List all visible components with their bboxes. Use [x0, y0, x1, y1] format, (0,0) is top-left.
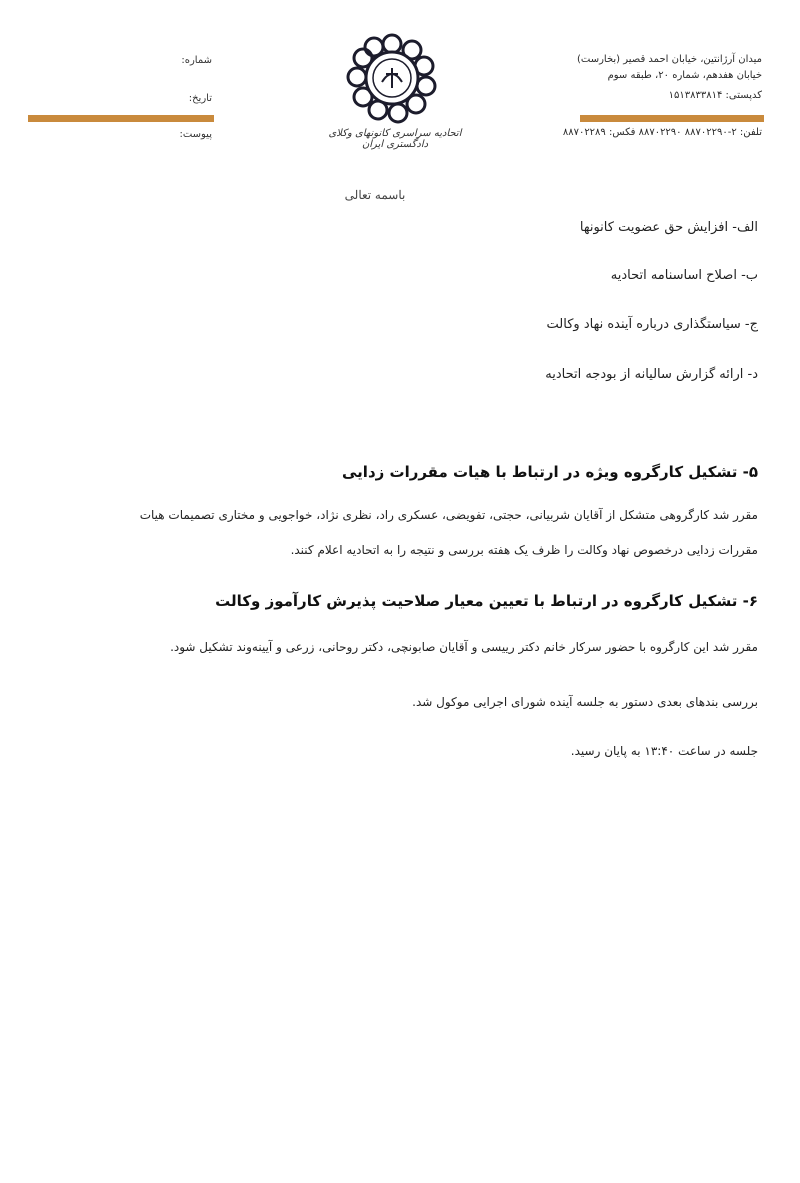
closing-line1: بررسی بندهای بعدی دستور به جلسه آینده شورای اجرایی موکول شد.: [412, 695, 758, 709]
agenda-item-a: الف- افزایش حق عضویت کانونها: [579, 220, 758, 235]
org-name: اتحادیه سراسری کانونهای وکلای دادگستری ایران: [328, 128, 462, 150]
date-label: تاریخ:: [188, 93, 212, 104]
address-line2: خیابان هفدهم، شماره ۲۰، طبقه سوم: [607, 70, 762, 81]
section5-line2: مقررات زدایی درخصوص نهاد وکالت را ظرف یک هفته بررسی و نتیجه را به اتحادیه اعلام کنند.: [290, 543, 758, 557]
section5-line1: مقرر شد کارگروهی متشکل از آقایان شربیانی، حجتی، تفویضی، عسکری راد، نظری نژاد، خواجویی و مختاری تصمیمات هیات: [139, 508, 758, 522]
logo-emblem-icon: [344, 30, 440, 126]
agenda-item-c: ج- سیاستگذاری درباره آینده نهاد وکالت: [546, 317, 758, 332]
org-logo: [344, 30, 440, 126]
bismillah: باسمه تعالی: [344, 188, 406, 202]
postal-code: کدپستی: ۱۵۱۳۸۳۳۸۱۴: [668, 90, 762, 101]
address-line1: میدان آرژانتین، خیابان احمد قصیر (بخارست): [576, 54, 762, 65]
accent-bar-right: [580, 115, 764, 122]
contact-line: تلفن: ۲-۸۸۷۰۲۲۹۰ ۸۸۷۰۲۲۹۰ فکس: ۸۸۷۰۲۲۸۹: [562, 127, 762, 138]
section6-title: ۶- تشکیل کارگروه در ارتباط با تعیین معیار صلاحیت پذیرش کارآموز وکالت: [215, 592, 758, 610]
attachment-label: پیوست:: [179, 129, 212, 140]
closing-line2: جلسه در ساعت ۱۳:۴۰ به پایان رسید.: [570, 744, 758, 758]
section5-title: ۵- تشکیل کارگروه ویژه در ارتباط با هیات مقررات زدایی: [342, 463, 758, 481]
section6-line1: مقرر شد این کارگروه با حضور سرکار خانم دکتر رییسی و آقایان صابونچی، دکتر روحانی، زرعی و آیینه‌وند تشکیل شود.: [170, 640, 758, 654]
agenda-item-b: ب- اصلاح اساسنامه اتحادیه: [610, 268, 758, 283]
agenda-item-d: د- ارائه گزارش سالیانه از بودجه اتحادیه: [545, 367, 758, 382]
number-label: شماره:: [181, 55, 212, 66]
accent-bar-left: [28, 115, 214, 122]
